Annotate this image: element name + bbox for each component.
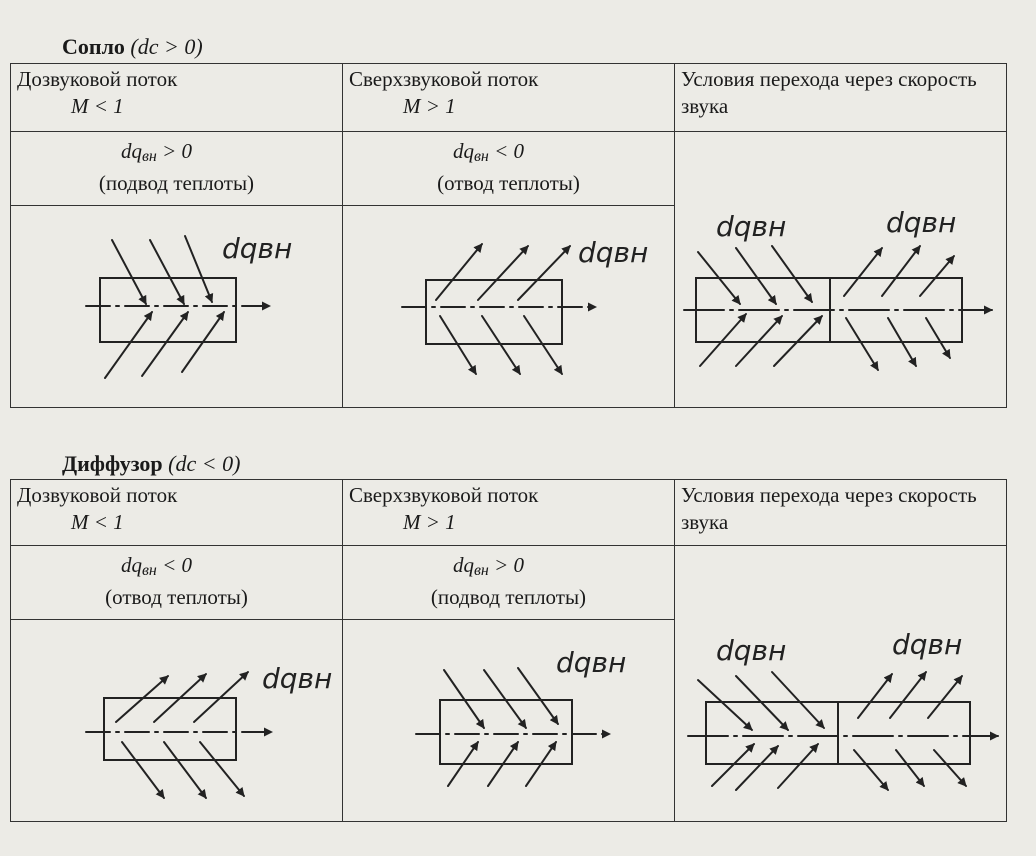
heat-expression: $dq_{вн} < 0$ <box>120 553 193 579</box>
column-header: Дозвуковой поток <box>17 67 178 91</box>
heat-note: (отвод теплоты) <box>437 171 580 195</box>
heat-expression: $dq_{вн} > 0$ <box>120 139 193 165</box>
column-header: Дозвуковой поток <box>17 483 178 507</box>
column-header: Сверхзвуковой поток <box>349 483 539 507</box>
diffuser-subsonic-sketch <box>86 672 272 798</box>
diffuser-transition-sketch <box>688 672 998 790</box>
diffuser-supersonic-sketch <box>416 668 610 786</box>
mach-condition: M < 1 <box>71 94 124 118</box>
diffuser-condition: (dc < 0) <box>168 451 241 476</box>
handwritten-label: dqвн <box>716 210 787 243</box>
diffuser-name: Диффузор <box>62 451 163 476</box>
column-header: Сверхзвуковой поток <box>349 67 539 91</box>
column-header: Условия перехода через скорость звука <box>681 483 977 534</box>
nozzle-condition: (dc > 0) <box>130 34 203 59</box>
handwritten-label: dqвн <box>222 232 293 265</box>
heat-note: (отвод теплоты) <box>105 585 248 609</box>
handwritten-label: dqвн <box>262 662 333 695</box>
heat-note: (подвод теплоты) <box>430 585 587 609</box>
handwritten-label: dqвн <box>556 646 627 679</box>
handwritten-label: dqвн <box>578 236 649 269</box>
nozzle-supersonic-sketch <box>402 244 596 374</box>
mach-condition: M > 1 <box>403 94 456 118</box>
nozzle-name: Сопло <box>62 34 125 59</box>
heat-note: (подвод теплоты) <box>98 171 255 195</box>
column-header: Условия перехода через скорость звука <box>681 67 977 118</box>
heat-expression: $dq_{вн} > 0$ <box>452 553 525 579</box>
handwritten-label: dqвн <box>716 634 787 667</box>
handwritten-label: dqвн <box>886 206 957 239</box>
handwritten-label: dqвн <box>892 628 963 661</box>
mach-condition: M > 1 <box>403 510 456 534</box>
nozzle-transition-sketch <box>684 246 992 370</box>
mach-condition: M < 1 <box>71 510 124 534</box>
heat-expression: $dq_{вн} < 0$ <box>452 139 525 165</box>
